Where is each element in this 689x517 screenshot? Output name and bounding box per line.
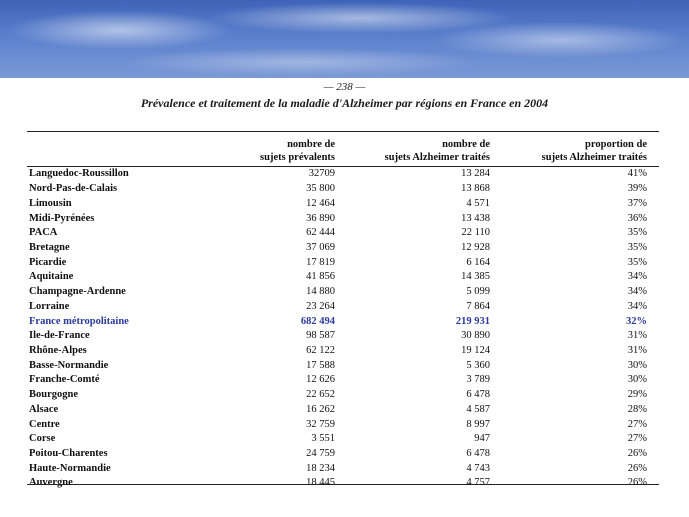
page-number: — 238 —	[323, 81, 366, 93]
table-row	[27, 403, 659, 418]
cell-proportion: 35%	[627, 241, 647, 253]
cell-prevalents: 24 759	[306, 448, 335, 460]
cell-proportion: 37%	[627, 197, 647, 209]
header-region	[27, 132, 192, 167]
cell-traites: 22 110	[461, 227, 490, 239]
cell-region: Alsace	[29, 403, 59, 415]
cell-region: Bretagne	[29, 241, 70, 253]
cell-traites: 4 571	[466, 197, 490, 209]
cell-prevalents: 682 494	[300, 315, 335, 327]
prevalence-table-container	[27, 131, 659, 491]
cell-proportion: 27%	[627, 433, 647, 445]
cell-region: Aquitaine	[29, 271, 74, 283]
cell-region: Languedoc-Roussillon	[29, 168, 129, 180]
prevalence-table	[27, 132, 659, 491]
header-prevalents: nombre de sujets prévalents	[192, 132, 347, 167]
table-row	[27, 461, 659, 476]
cell-traites: 19 124	[461, 344, 490, 356]
cell-region: Rhône-Alpes	[29, 344, 87, 356]
cell-proportion: 36%	[627, 212, 647, 224]
table-row	[27, 270, 659, 285]
table-title: Prévalence et traitement de la maladie d'Alzheimer par régions en France en 2004	[140, 96, 549, 110]
cell-prevalents: 36 890	[306, 212, 335, 224]
cell-proportion: 35%	[627, 227, 647, 239]
cell-traites: 13 438	[461, 212, 490, 224]
cell-prevalents: 41 856	[306, 271, 335, 283]
cell-region: Champagne-Ardenne	[29, 286, 126, 298]
header-proportion: proportion de sujets Alzheimer traités	[502, 132, 659, 167]
table-row	[27, 182, 659, 197]
cell-region: PACA	[29, 227, 58, 239]
cell-proportion: 30%	[627, 359, 647, 371]
cell-prevalents: 18 234	[306, 462, 335, 474]
cell-traites: 14 385	[461, 271, 490, 283]
cell-region: Haute-Normandie	[29, 462, 111, 474]
sky-banner-image	[0, 0, 689, 78]
cell-traites: 4 587	[466, 403, 490, 415]
table-body	[27, 167, 659, 491]
cell-prevalents: 17 588	[306, 359, 335, 371]
cell-prevalents: 16 262	[306, 403, 335, 415]
cell-region: Midi-Pyrénées	[29, 212, 95, 224]
table-row	[27, 299, 659, 314]
cell-proportion: 29%	[627, 389, 647, 401]
cell-region: Poitou-Charentes	[29, 448, 108, 460]
cell-prevalents: 62 122	[306, 344, 335, 356]
cell-traites: 5 099	[466, 286, 490, 298]
table-row	[27, 285, 659, 300]
table-row	[27, 226, 659, 241]
cell-proportion: 30%	[627, 374, 647, 386]
cell-prevalents: 18 445	[306, 477, 335, 489]
cell-traites: 12 928	[461, 241, 490, 253]
cell-prevalents: 35 800	[306, 183, 335, 195]
cell-traites: 6 478	[466, 448, 490, 460]
cell-prevalents: 22 652	[306, 389, 335, 401]
cell-prevalents: 98 587	[306, 330, 335, 342]
cell-region: Limousin	[29, 197, 72, 209]
cell-region: Nord-Pas-de-Calais	[29, 183, 118, 195]
cell-proportion: 27%	[627, 418, 647, 430]
bottom-rule	[27, 484, 659, 485]
cell-traites: 4 743	[466, 462, 490, 474]
cell-traites: 13 284	[461, 168, 490, 180]
cell-traites: 219 931	[455, 315, 490, 327]
cell-prevalents: 12 626	[306, 374, 335, 386]
cell-region: Picardie	[29, 256, 67, 268]
cell-traites: 4 757	[466, 477, 490, 489]
cell-proportion: 35%	[627, 256, 647, 268]
table-row	[27, 447, 659, 462]
cell-region: France métropolitaine	[29, 315, 129, 327]
cell-proportion: 31%	[627, 330, 647, 342]
table-row	[27, 417, 659, 432]
table-header-row	[27, 132, 659, 167]
cell-traites: 6 478	[466, 389, 490, 401]
cell-traites: 8 997	[466, 418, 490, 430]
cell-proportion: 34%	[627, 286, 647, 298]
cell-proportion: 32%	[626, 315, 647, 327]
cell-traites: 947	[474, 433, 490, 445]
table-row	[27, 329, 659, 344]
table-row	[27, 196, 659, 211]
cell-proportion: 26%	[627, 448, 647, 460]
cell-region: Lorraine	[29, 300, 70, 312]
cell-prevalents: 12 464	[306, 197, 335, 209]
cell-prevalents: 37 069	[306, 241, 335, 253]
cell-traites: 6 164	[466, 256, 490, 268]
cell-traites: 13 868	[461, 183, 490, 195]
table-row	[27, 314, 659, 329]
table-row	[27, 167, 659, 182]
table-row	[27, 388, 659, 403]
cell-region: Basse-Normandie	[29, 359, 109, 371]
cell-proportion: 34%	[627, 271, 647, 283]
cell-traites: 3 789	[466, 374, 490, 386]
cell-region: Franche-Comté	[29, 374, 100, 386]
cell-proportion: 31%	[627, 344, 647, 356]
table-row	[27, 373, 659, 388]
table-row	[27, 344, 659, 359]
cell-proportion: 26%	[627, 462, 647, 474]
cell-prevalents: 62 444	[306, 227, 335, 239]
cell-prevalents: 3 551	[311, 433, 335, 445]
cell-proportion: 26%	[627, 477, 647, 489]
cell-region: Bourgogne	[29, 389, 79, 401]
table-row	[27, 211, 659, 226]
cell-traites: 7 864	[466, 300, 490, 312]
cell-proportion: 41%	[627, 168, 647, 180]
cell-region: Centre	[29, 418, 60, 430]
cell-region: Ile-de-France	[29, 330, 90, 342]
cell-prevalents: 32 759	[306, 418, 335, 430]
table-row	[27, 255, 659, 270]
header-traites: nombre de sujets Alzheimer traités	[347, 132, 502, 167]
cell-prevalents: 32709	[308, 168, 335, 180]
cell-traites: 5 360	[466, 359, 490, 371]
cell-region: Corse	[29, 433, 56, 445]
cell-traites: 30 890	[461, 330, 490, 342]
cell-region: Auvergne	[29, 477, 73, 489]
cell-proportion: 28%	[627, 403, 647, 415]
cell-prevalents: 14 880	[306, 286, 335, 298]
cell-proportion: 34%	[627, 300, 647, 312]
table-row	[27, 358, 659, 373]
table-row	[27, 241, 659, 256]
cell-proportion: 39%	[627, 183, 647, 195]
table-row	[27, 432, 659, 447]
cell-prevalents: 23 264	[306, 300, 335, 312]
cell-prevalents: 17 819	[306, 256, 335, 268]
